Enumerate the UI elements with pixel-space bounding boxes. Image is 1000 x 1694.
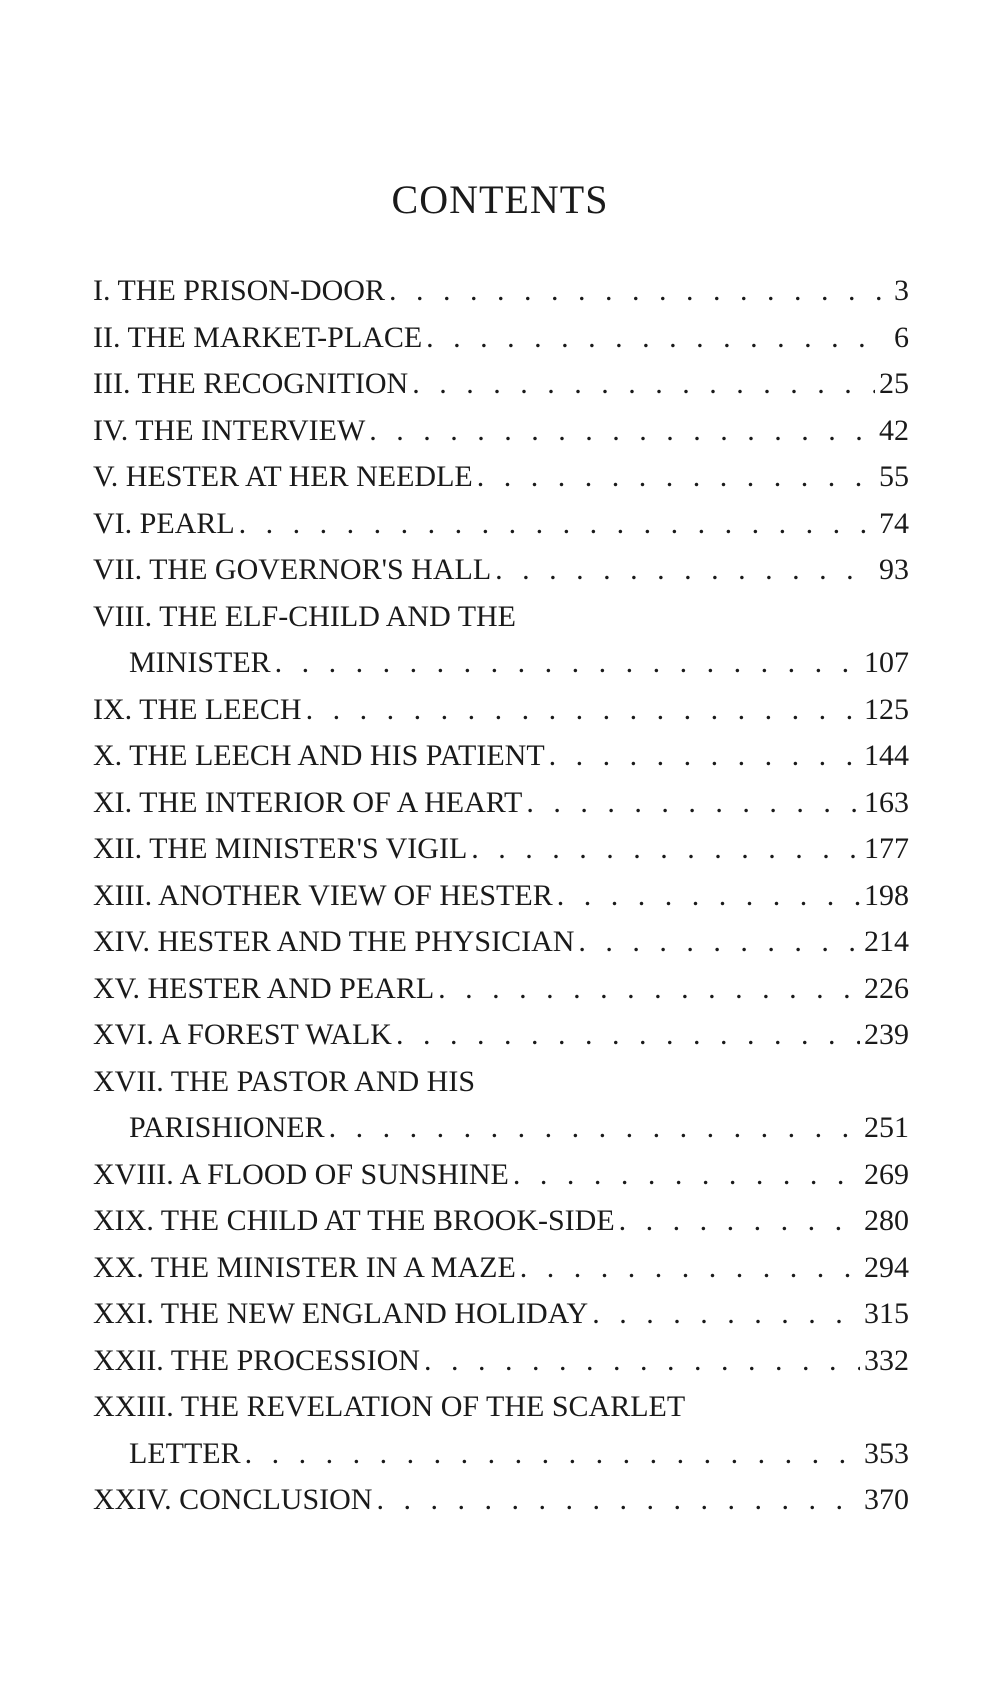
toc-entry — [93, 1245, 909, 1292]
page-number: 269 — [864, 1157, 909, 1191]
dot-leader — [557, 873, 860, 920]
toc-entry — [93, 361, 909, 408]
toc-entry — [93, 687, 909, 734]
toc-entry — [93, 1012, 909, 1059]
dot-leader — [513, 1152, 860, 1199]
dot-leader — [369, 408, 875, 455]
dot-leader — [526, 780, 860, 827]
toc-entry — [93, 826, 909, 873]
toc-entry — [93, 1152, 909, 1199]
chapter-title: XXI. THE NEW ENGLAND HOLIDAY — [93, 1297, 589, 1330]
chapter-title: X. THE LEECH AND HIS PATIENT — [93, 739, 545, 772]
page-number: 280 — [864, 1204, 909, 1237]
chapter-title-continuation: LETTER — [129, 1436, 241, 1470]
dot-leader — [396, 1012, 860, 1059]
dot-leader — [306, 687, 860, 734]
dot-leader — [275, 640, 860, 687]
chapter-title: XVIII. A FLOOD OF SUNSHINE — [93, 1157, 509, 1191]
toc-entry — [93, 1059, 909, 1106]
toc-entry — [93, 315, 909, 362]
chapter-title: XX. THE MINISTER IN A MAZE — [93, 1250, 516, 1284]
dot-leader — [245, 1431, 860, 1478]
chapter-title: I. THE PRISON-DOOR — [93, 274, 385, 307]
dot-leader — [592, 1291, 860, 1338]
dot-leader — [412, 361, 875, 408]
toc-entry — [93, 268, 909, 315]
page-number: 198 — [864, 878, 909, 912]
dot-leader — [426, 315, 885, 362]
chapter-title-continuation: PARISHIONER — [129, 1111, 325, 1144]
chapter-title: VIII. THE ELF-CHILD AND THE — [93, 599, 517, 633]
toc-entry — [93, 733, 909, 780]
chapter-title: XIX. THE CHILD AT THE BROOK-SIDE — [93, 1204, 615, 1237]
dot-leader — [549, 733, 860, 780]
toc-entry — [93, 1338, 909, 1385]
page-number: 251 — [864, 1111, 909, 1144]
chapter-title: IV. THE INTERVIEW — [93, 413, 366, 447]
dot-leader — [376, 1477, 860, 1524]
page-number: 239 — [864, 1018, 909, 1051]
dot-leader — [578, 919, 860, 966]
dot-leader — [239, 501, 875, 548]
page-number: 25 — [879, 367, 909, 400]
page-number: 144 — [864, 739, 909, 772]
page-number: 214 — [864, 925, 909, 958]
chapter-title: XII. THE MINISTER'S VIGIL — [93, 832, 468, 865]
toc-entry — [93, 1291, 909, 1338]
toc-entry-continuation — [93, 1431, 909, 1478]
chapter-title: V. HESTER AT HER NEEDLE — [93, 460, 473, 493]
page-number: 370 — [864, 1483, 909, 1516]
toc-entry — [93, 1198, 909, 1245]
page-number: 163 — [864, 785, 909, 819]
page-number: 74 — [879, 506, 909, 540]
toc-entry — [93, 919, 909, 966]
chapter-title: II. THE MARKET-PLACE — [93, 320, 423, 354]
page-number: 177 — [864, 832, 909, 865]
toc-entry-continuation — [93, 640, 909, 687]
dot-leader — [424, 1338, 860, 1385]
toc-entry — [93, 780, 909, 827]
toc-entry — [93, 501, 909, 548]
toc-entry — [93, 408, 909, 455]
chapter-title: XIV. HESTER AND THE PHYSICIAN — [93, 925, 575, 958]
toc-entry-continuation — [93, 1105, 909, 1152]
dot-leader — [477, 454, 875, 501]
chapter-title: XXIII. THE REVELATION OF THE SCARLET — [93, 1390, 686, 1423]
chapter-title: XVI. A FOREST WALK — [93, 1018, 392, 1051]
toc-entry — [93, 547, 909, 594]
dot-leader — [438, 966, 860, 1013]
toc-entry — [93, 1384, 909, 1431]
page-number: 226 — [864, 971, 909, 1005]
chapter-title: XI. THE INTERIOR OF A HEART — [93, 785, 523, 819]
toc-entry — [93, 966, 909, 1013]
page-number: 353 — [864, 1436, 909, 1470]
chapter-title: XVII. THE PASTOR AND HIS — [93, 1064, 476, 1098]
dot-leader — [520, 1245, 860, 1292]
dot-leader — [329, 1105, 860, 1152]
toc-entry — [93, 873, 909, 920]
chapter-title: XIII. ANOTHER VIEW OF HESTER — [93, 878, 553, 912]
toc-entry — [93, 1477, 909, 1524]
page-title: CONTENTS — [391, 177, 609, 222]
page-number: 332 — [864, 1343, 909, 1377]
chapter-title: XXII. THE PROCESSION — [93, 1343, 420, 1377]
chapter-title: III. THE RECOGNITION — [93, 367, 409, 400]
chapter-title-continuation: MINISTER — [129, 646, 271, 679]
chapter-title: VI. PEARL — [93, 506, 235, 540]
chapter-title: IX. THE LEECH — [93, 692, 302, 726]
table-of-contents — [93, 268, 909, 1524]
dot-leader — [619, 1198, 860, 1245]
chapter-title: VII. THE GOVERNOR'S HALL — [93, 553, 492, 586]
page-number: 107 — [864, 646, 909, 679]
dot-leader — [495, 547, 875, 594]
page-number: 125 — [864, 692, 909, 726]
page-number: 315 — [864, 1297, 909, 1330]
dot-leader — [389, 268, 885, 315]
page-number: 3 — [894, 274, 909, 307]
dot-leader — [471, 826, 860, 873]
toc-entry — [93, 594, 909, 641]
page-number: 93 — [879, 553, 909, 586]
chapter-title: XXIV. CONCLUSION — [93, 1483, 373, 1516]
page-number: 55 — [879, 460, 909, 493]
toc-entry — [93, 454, 909, 501]
page-number: 294 — [864, 1250, 909, 1284]
chapter-title: XV. HESTER AND PEARL — [93, 971, 435, 1005]
page-number: 42 — [879, 413, 909, 447]
page-number: 6 — [894, 320, 909, 354]
